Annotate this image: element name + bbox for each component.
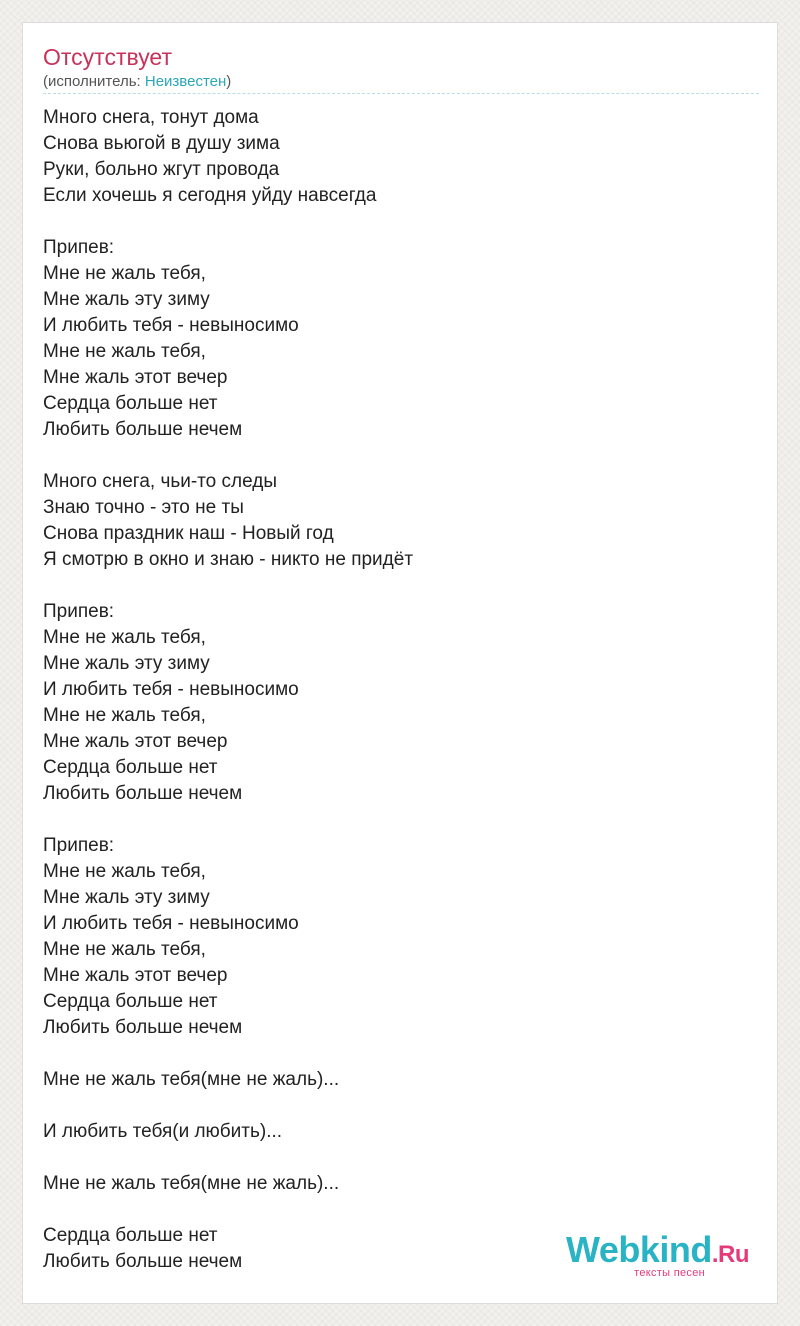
- lyric-line: Снова вьюгой в душу зима: [43, 133, 280, 154]
- lyric-blank-line: [43, 807, 413, 833]
- lyric-line: Любить больше нечем: [43, 783, 243, 804]
- lyric-line: Мне жаль эту зиму: [43, 653, 210, 674]
- lyrics-card: [22, 22, 778, 1304]
- lyric-line: Любить больше нечем: [43, 419, 243, 440]
- lyric-line: Мне жаль эту зиму: [43, 289, 210, 310]
- site-logo[interactable]: [549, 1229, 749, 1279]
- lyric-line: Сердца больше нет: [43, 991, 218, 1012]
- lyric-line: Мне не жаль тебя,: [43, 939, 206, 960]
- lyric-line: Мне не жаль тебя,: [43, 627, 206, 648]
- artist-link[interactable]: Неизвестен: [144, 73, 227, 90]
- lyric-line: Мне жаль этот вечер: [43, 965, 228, 986]
- lyric-line: Знаю точно - это не ты: [43, 497, 244, 518]
- artist-label-suffix: ): [226, 73, 232, 90]
- lyric-blank-line: [43, 1093, 413, 1119]
- lyric-line: Мне жаль этот вечер: [43, 731, 228, 752]
- lyric-line: Мне жаль этот вечер: [43, 367, 228, 388]
- logo-tld: .Ru: [711, 1241, 749, 1268]
- lyric-line: Любить больше нечем: [43, 1251, 243, 1272]
- artist-label-prefix: (исполнитель:: [43, 73, 145, 90]
- song-title: Отсутствует: [43, 44, 172, 70]
- lyric-line: Мне не жаль тебя,: [43, 263, 206, 284]
- lyric-line: Много снега, чьи-то следы: [43, 471, 277, 492]
- artist-line: [43, 73, 231, 91]
- lyric-line: Мне не жаль тебя,: [43, 705, 206, 726]
- lyric-line: Мне не жаль тебя,: [43, 861, 206, 882]
- lyric-line: Припев:: [43, 835, 115, 856]
- lyric-blank-line: [43, 1197, 413, 1223]
- lyric-blank-line: [43, 573, 413, 599]
- title-divider: [43, 93, 759, 94]
- lyric-line: И любить тебя - невыносимо: [43, 679, 299, 700]
- lyric-blank-line: [43, 443, 413, 469]
- lyric-blank-line: [43, 209, 413, 235]
- lyric-line: Сердца больше нет: [43, 757, 218, 778]
- lyric-line: Сердца больше нет: [43, 1225, 218, 1246]
- lyric-line: И любить тебя - невыносимо: [43, 315, 299, 336]
- lyric-line: Мне не жаль тебя(мне не жаль)...: [43, 1173, 340, 1194]
- lyric-line: Мне жаль эту зиму: [43, 887, 210, 908]
- lyric-line: Снова праздник наш - Новый год: [43, 523, 334, 544]
- lyric-line: Припев:: [43, 601, 115, 622]
- lyric-line: Руки, больно жгут провода: [43, 159, 280, 180]
- lyric-line: Я смотрю в окно и знаю - никто не придёт: [43, 549, 414, 570]
- lyric-line: Если хочешь я сегодня уйду навсегда: [43, 185, 377, 206]
- lyric-line: Сердца больше нет: [43, 393, 218, 414]
- lyric-line: Мне не жаль тебя(мне не жаль)...: [43, 1069, 340, 1090]
- lyrics-text: [43, 105, 413, 1275]
- lyric-line: Любить больше нечем: [43, 1017, 243, 1038]
- lyric-line: Мне не жаль тебя,: [43, 341, 206, 362]
- logo-name: Webkind: [565, 1229, 712, 1270]
- lyric-line: Припев:: [43, 237, 115, 258]
- lyric-blank-line: [43, 1145, 413, 1171]
- logo-tagline: тексты песен: [634, 1267, 705, 1279]
- lyric-line: И любить тебя - невыносимо: [43, 913, 299, 934]
- lyric-line: Много снега, тонут дома: [43, 107, 259, 128]
- lyric-line: И любить тебя(и любить)...: [43, 1121, 283, 1142]
- lyric-blank-line: [43, 1041, 413, 1067]
